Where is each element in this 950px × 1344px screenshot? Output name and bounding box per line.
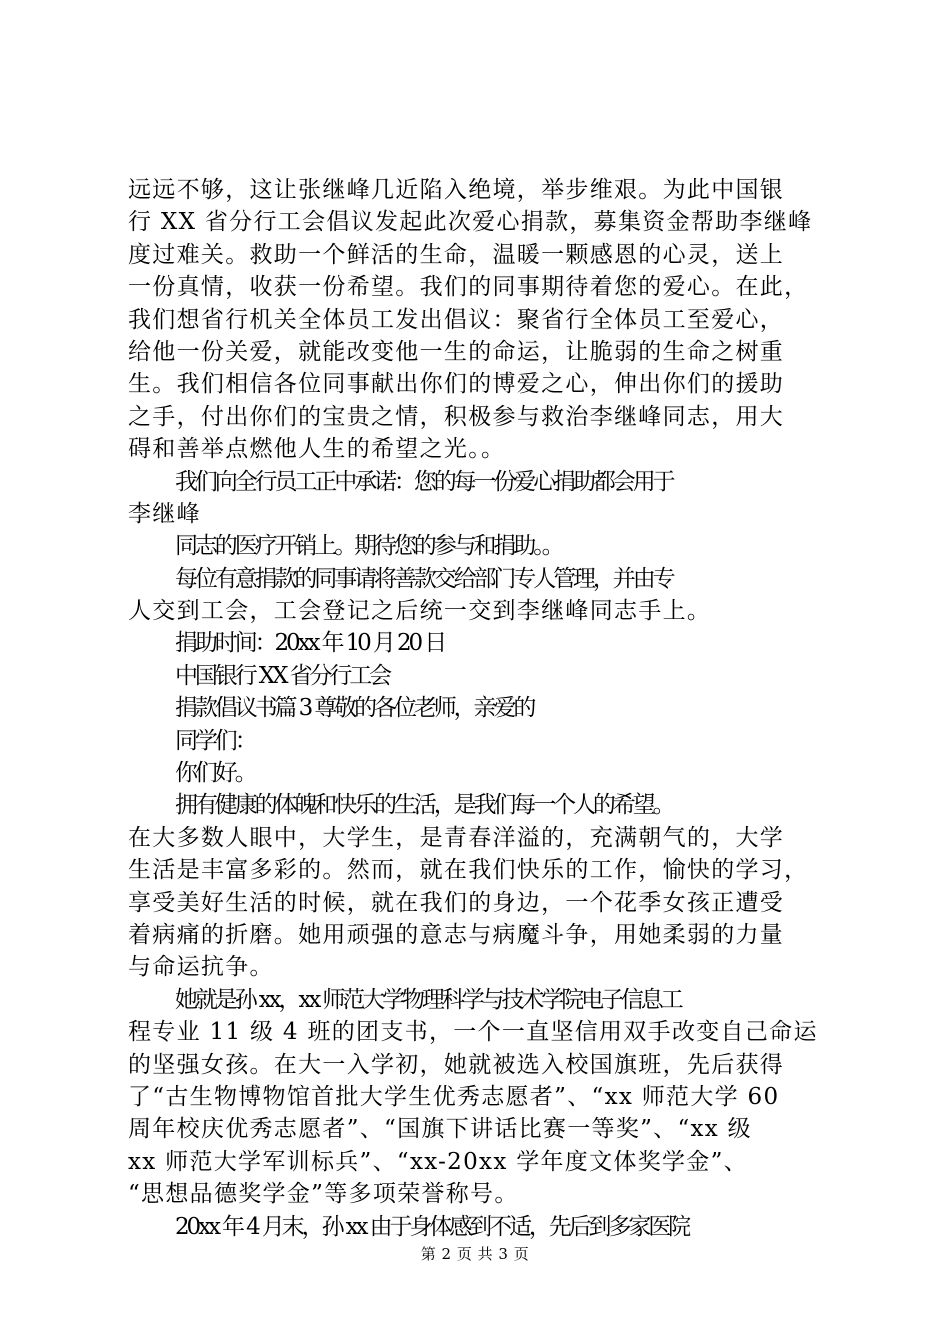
text-line: 生。我们相信各位同事献出你们的博爱之心，伸出你们的援助 xyxy=(128,371,785,398)
text-line: 捐助时间：20xx 年 10 月 20 日 xyxy=(175,630,445,657)
text-line: “思想品德奖学金”等多项荣誉称号。 xyxy=(128,1181,519,1208)
text-line: 着病痛的折磨。她用顽强的意志与病魔斗争，用她柔弱的力量 xyxy=(128,921,785,948)
text-line: 每位有意捐款的同事请将善款交给部门专人管理，并由专 xyxy=(175,565,673,592)
text-line: 拥有健康的体魄和快乐的生活，是我们每一个人的希望。 xyxy=(175,792,673,819)
text-line: 一份真情，收获一份希望。我们的同事期待着您的爱心。在此， xyxy=(128,274,809,301)
text-line: 远远不够，这让张继峰几近陷入绝境，举步维艰。为此中国银 xyxy=(128,177,785,203)
document-body xyxy=(128,174,833,1243)
text-line: 的坚强女孩。在大一入学初，她就被选入校国旗班，先后获得 xyxy=(128,1051,785,1078)
text-line: 你们好。 xyxy=(175,760,255,787)
text-line: xx 师范大学军训标兵”、“xx-20xx 学年度文体奖学金”、 xyxy=(128,1148,748,1175)
text-line: 人交到工会，工会登记之后统一交到李继峰同志手上。 xyxy=(128,598,712,625)
text-line: 同志的医疗开销上。期待您的参与和捐助。。 xyxy=(175,533,562,560)
text-line: 程专业 11 级 4 班的团支书，一个一直坚信用双手改变自己命运 xyxy=(128,1019,818,1046)
text-line: 了“古生物博物馆首批大学生优秀志愿者”、“xx 师范大学 60 xyxy=(128,1083,780,1110)
text-line: 在大多数人眼中，大学生，是青春洋溢的，充满朝气的，大学 xyxy=(128,824,785,851)
text-line: 给他一份关爱，就能改变他一生的命运，让脆弱的生命之树重 xyxy=(128,338,785,365)
text-line: 我们向全行员工正中承诺：您的每一份爱心捐助都会用于 xyxy=(175,468,673,495)
text-line: 她就是孙 xx，xx 师范大学物理科学与技术学院电子信息工 xyxy=(175,986,681,1013)
text-line: 同学们： xyxy=(175,727,255,754)
text-line: 与命运抗争。 xyxy=(128,954,274,981)
text-line: 捐款倡议书篇 3 尊敬的各位老师，亲爱的 xyxy=(175,695,534,722)
text-line: 碍和善举点燃他人生的希望之光。。 xyxy=(128,436,506,463)
text-line: 20xx 年 4 月末，孙 xx 由于身体感到不适，先后到多家医院 xyxy=(175,1213,689,1240)
text-line: 我们想省行机关全体员工发出倡议：聚省行全体员工至爱心， xyxy=(128,306,785,333)
text-line: 生活是丰富多彩的。然而，就在我们快乐的工作，愉快的学习， xyxy=(128,857,809,884)
text-line: 周年校庆优秀志愿者”、“国旗下讲话比赛一等奖”、“xx 级 xyxy=(128,1116,752,1143)
text-line: 中国银行 XX 省分行工会 xyxy=(175,662,390,689)
text-line: 李继峰 xyxy=(128,500,201,527)
text-line: 享受美好生活的时候，就在我们的身边，一个花季女孩正遭受 xyxy=(128,889,785,916)
text-line: 行 XX 省分行工会倡议发起此次爱心捐款，募集资金帮助李继峰 xyxy=(128,209,813,236)
page-footer: 第 2 页 共 3 页 xyxy=(420,1245,530,1263)
text-line: 之手，付出你们的宝贵之情，积极参与救治李继峰同志，用大 xyxy=(128,403,785,430)
text-line: 度过难关。救助一个鲜活的生命，温暖一颗感恩的心灵，送上 xyxy=(128,241,785,268)
